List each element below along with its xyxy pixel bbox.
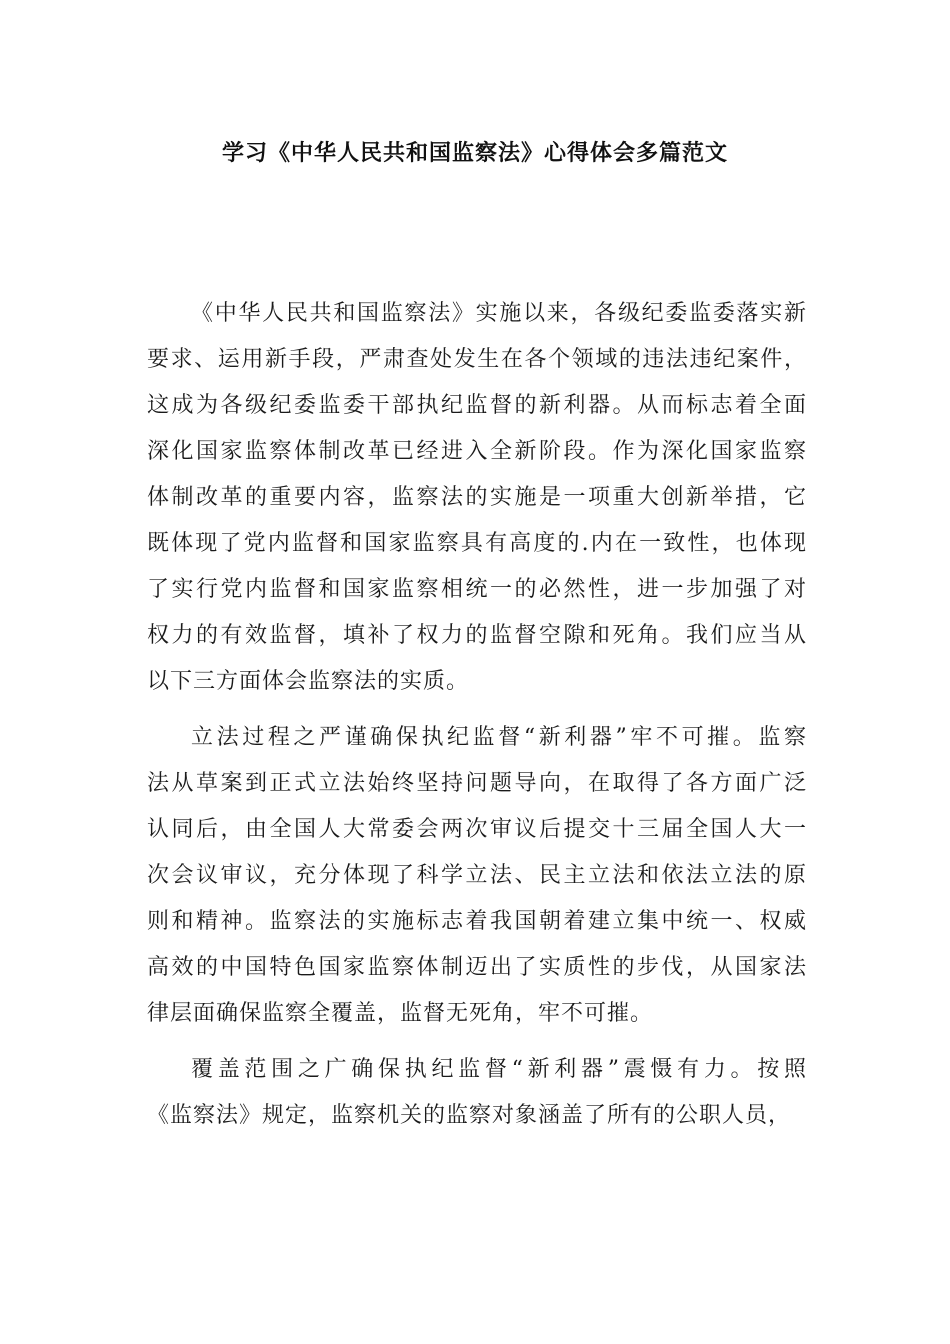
paragraph-3 bbox=[147, 1052, 807, 1144]
paragraph-line: 体制改革的重要内容，监察法的实施是一项重大创新举措，它 bbox=[147, 485, 807, 510]
document-body bbox=[147, 296, 807, 1154]
paragraph-1 bbox=[147, 296, 807, 710]
paragraph-line: 权力的有效监督，填补了权力的监督空隙和死角。我们应当从 bbox=[147, 623, 807, 648]
paragraph-line: 律层面确保监察全覆盖，监督无死角，牢不可摧。 bbox=[147, 1001, 654, 1026]
paragraph-line: 《监察法》规定，监察机关的监察对象涵盖了所有的公职人员， bbox=[147, 1103, 792, 1128]
paragraph-line: 立法过程之严谨确保执纪监督“新利器”牢不可摧。监察 bbox=[191, 725, 807, 750]
paragraph-line: 要求、运用新手段，严肃查处发生在各个领域的违法违纪案件， bbox=[147, 347, 807, 372]
paragraph-line: 认同后，由全国人大常委会两次审议后提交十三届全国人大一 bbox=[147, 817, 807, 842]
paragraph-line: 这成为各级纪委监委干部执纪监督的新利器。从而标志着全面 bbox=[147, 393, 807, 418]
paragraph-line: 次会议审议，充分体现了科学立法、民主立法和依法立法的原 bbox=[147, 863, 807, 888]
paragraph-2 bbox=[147, 720, 807, 1042]
paragraph-line: 《中华人民共和国监察法》实施以来，各级纪委监委落实新 bbox=[191, 301, 807, 326]
paragraph-line: 既体现了党内监督和国家监察具有高度的.内在一致性，也体现 bbox=[147, 531, 807, 556]
paragraph-line: 覆盖范围之广确保执纪监督“新利器”震慑有力。按照 bbox=[191, 1057, 807, 1082]
paragraph-line: 了实行党内监督和国家监察相统一的必然性，进一步加强了对 bbox=[147, 577, 807, 602]
paragraph-line: 高效的中国特色国家监察体制迈出了实质性的步伐，从国家法 bbox=[147, 955, 807, 980]
paragraph-line: 深化国家监察体制改革已经进入全新阶段。作为深化国家监察 bbox=[147, 439, 807, 464]
paragraph-line: 以下三方面体会监察法的实质。 bbox=[147, 669, 470, 694]
document-title: 学习《中华人民共和国监察法》心得体会多篇范文 bbox=[221, 141, 728, 166]
paragraph-line: 法从草案到正式立法始终坚持问题导向，在取得了各方面广泛 bbox=[147, 771, 807, 796]
paragraph-line: 则和精神。监察法的实施标志着我国朝着建立集中统一、权威 bbox=[147, 909, 807, 934]
